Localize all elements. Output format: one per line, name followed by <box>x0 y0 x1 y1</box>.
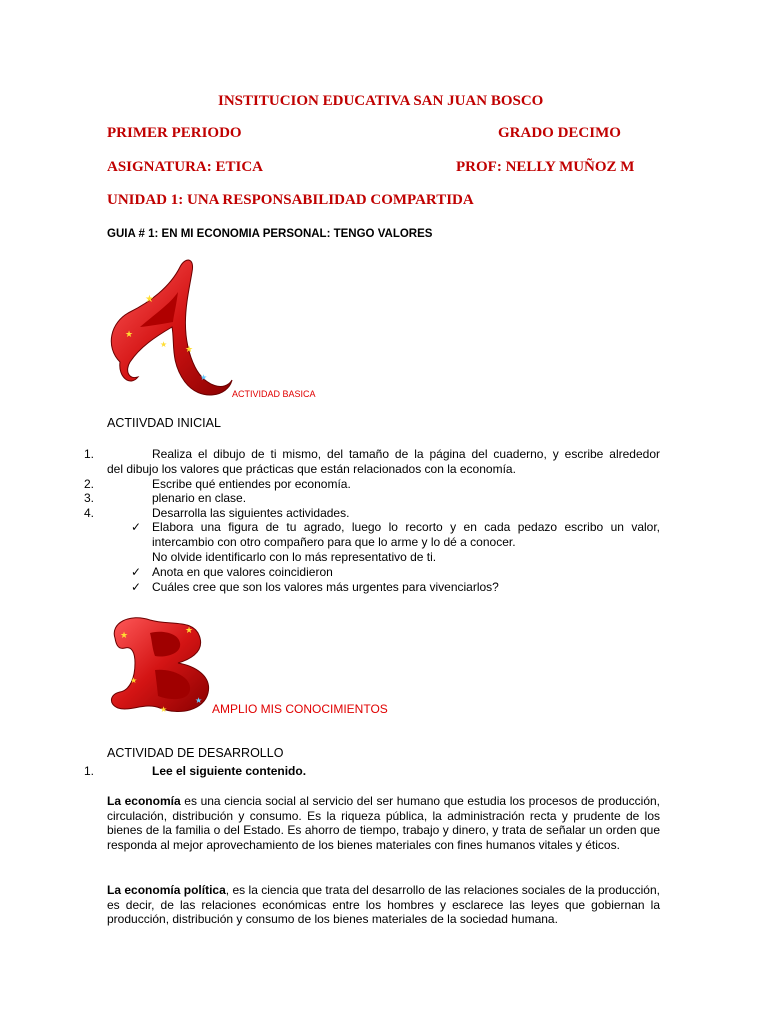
institution-title: INSTITUCION EDUCATIVA SAN JUAN BOSCO <box>218 93 544 109</box>
checkmark-icon: ✓ <box>131 580 142 594</box>
teacher-label: PROF: NELLY MUÑOZ M <box>456 159 635 175</box>
list-item-text: plenario en clase. <box>152 491 247 505</box>
check-item-text-continued: No olvide identificarlo con lo más representativo de ti. <box>152 550 437 564</box>
decorative-letter-a-icon <box>100 252 240 402</box>
list-item-text: Escribe qué entiendes por economía. <box>152 477 351 491</box>
list-item-text: Desarrolla las siguientes actividades. <box>152 506 350 520</box>
checkmark-icon: ✓ <box>131 520 142 534</box>
decorative-letter-b-icon <box>100 608 220 720</box>
checkmark-icon: ✓ <box>131 565 142 579</box>
list-number: 1. <box>84 447 95 461</box>
svg-text:★: ★ <box>160 705 168 714</box>
paragraph-political-economy <box>107 883 660 927</box>
section-a-caption: ACTIVIDAD BASICA <box>232 389 316 399</box>
paragraph-term: La economía política <box>107 883 226 897</box>
svg-text:★: ★ <box>160 340 168 349</box>
paragraph-body: , es la ciencia que trata del desarrollo de las relaciones sociales de la producción, es decir, de las relaciones económicas entre los hombres y esclarece las leyes que gobiernan la producción, distribución y consumo de los bienes materiales de la sociedad humana. <box>107 883 660 927</box>
svg-text:★: ★ <box>125 330 134 340</box>
list-number: 1. <box>84 764 95 778</box>
list-item-text-continued: del dibujo los valores que prácticas que están relacionados con la economía. <box>107 462 516 476</box>
section-b-heading: ACTIVIDAD DE DESARROLLO <box>107 746 284 760</box>
svg-text:★: ★ <box>130 676 138 685</box>
grade-label: GRADO DECIMO <box>498 125 621 141</box>
list-item-text: Lee el siguiente contenido. <box>152 764 307 778</box>
check-item-text-continued: intercambio con otro compañero para que lo arme y lo dé a conocer. <box>152 535 516 549</box>
paragraph-term: La economía <box>107 794 181 808</box>
paragraph-economy <box>107 794 660 852</box>
paragraph-body: es una ciencia social al servicio del ser humano que estudia los procesos de producción, circulación, distribución y consumo. Es la riqueza pública, la administración recta y prudente de los bienes de la familia o del Estado. Es ahorro de tiempo, trabajo y dinero, y trata de señalar un orden que responda al mejor aprovechamiento de los bienes materiales con fines humanos vitales y éticos. <box>107 794 661 852</box>
svg-text:★: ★ <box>195 696 203 705</box>
list-number: 2. <box>84 477 95 491</box>
list-item-text: Realiza el dibujo de ti mismo, del tamaño de la página del cuaderno, y escribe alrededor <box>152 447 660 461</box>
svg-text:★: ★ <box>200 373 208 382</box>
check-item-text: Anota en que valores coincidieron <box>152 565 333 579</box>
svg-text:★: ★ <box>120 631 129 641</box>
svg-text:★: ★ <box>185 345 194 355</box>
section-a-heading: ACTIIVDAD INICIAL <box>107 416 221 430</box>
check-item-text: Cuáles cree que son los valores más urgentes para vivenciarlos? <box>152 580 499 594</box>
unit-title: UNIDAD 1: UNA RESPONSABILIDAD COMPARTIDA <box>107 192 474 208</box>
guide-title: GUIA # 1: EN MI ECONOMIA PERSONAL: TENGO VALORES <box>107 228 433 240</box>
list-number: 4. <box>84 506 95 520</box>
svg-text:★: ★ <box>185 626 194 636</box>
check-item-text: Elabora una figura de tu agrado, luego lo recorto y en cada pedazo escribo un valor, <box>152 520 660 534</box>
list-number: 3. <box>84 491 95 505</box>
subject-label: ASIGNATURA: ETICA <box>107 159 263 175</box>
svg-text:★: ★ <box>145 294 154 305</box>
section-b-caption: AMPLIO MIS CONOCIMIENTOS <box>212 702 388 716</box>
period-label: PRIMER PERIODO <box>107 125 242 141</box>
